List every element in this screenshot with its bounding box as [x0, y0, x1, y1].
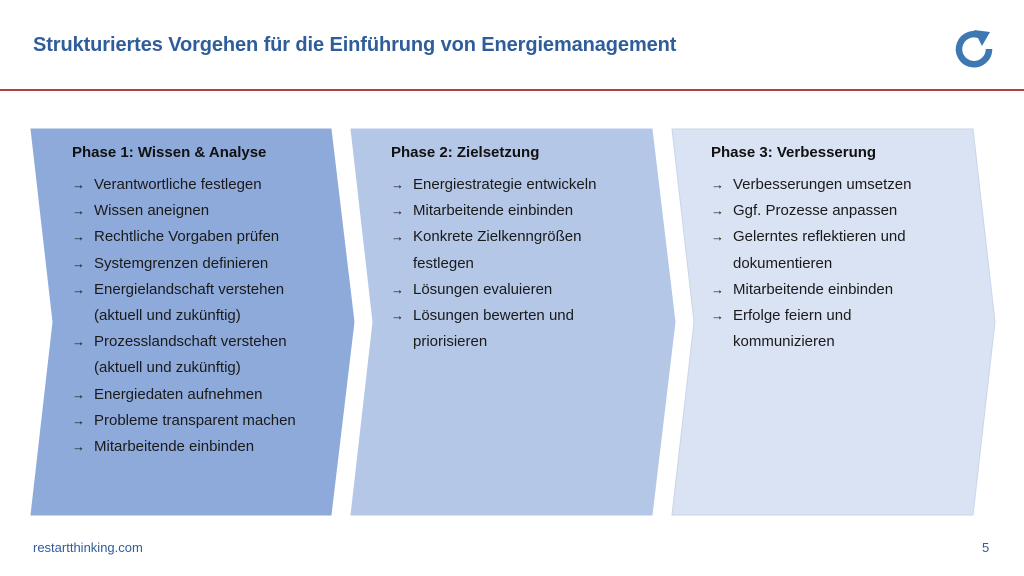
arrow-icon: → [72, 281, 85, 297]
phase-3-panel [711, 144, 981, 355]
list-item: → Lösungen bewerten und priorisieren [391, 303, 623, 355]
arrow-icon: → [72, 439, 85, 455]
arrow-icon: → [72, 255, 85, 271]
arrow-icon: → [711, 281, 724, 297]
arrow-icon: → [72, 412, 85, 428]
list-item: → Mitarbeitende einbinden [711, 277, 981, 303]
phase-2-title: Phase 2: Zielsetzung [391, 144, 540, 161]
list-item: → Probleme transparent machen [72, 408, 342, 434]
list-item: → Verantwortliche festlegen [72, 172, 342, 198]
list-item: → Gelerntes reflektieren und dokumentieren [711, 224, 953, 276]
phase-1-list [72, 172, 342, 460]
list-item: → Energielandschaft verstehen (aktuell und zukünftig) [72, 277, 312, 329]
list-item: → Ggf. Prozesse anpassen [711, 198, 981, 224]
slide-title: Strukturiertes Vorgehen für die Einführung von Energiemanagement [33, 34, 677, 56]
phase-2-panel [391, 144, 661, 355]
phase-3-title: Phase 3: Verbesserung [711, 144, 877, 161]
arrow-icon: → [391, 281, 404, 297]
list-item: → Konkrete Zielkenngrößen festlegen [391, 224, 623, 276]
phase-2-list [391, 172, 661, 355]
list-item: → Lösungen evaluieren [391, 277, 661, 303]
arrow-icon: → [72, 334, 85, 350]
phase-1-panel [72, 144, 342, 460]
list-item: → Verbesserungen umsetzen [711, 172, 981, 198]
list-item: → Rechtliche Vorgaben prüfen [72, 224, 342, 250]
arrow-icon: → [391, 308, 404, 324]
page-number: 5 [982, 540, 990, 555]
arrow-icon: → [711, 229, 724, 245]
arrow-icon: → [72, 203, 85, 219]
arrow-icon: → [72, 229, 85, 245]
arrow-icon: → [72, 177, 85, 192]
list-item: → Mitarbeitende einbinden [72, 434, 342, 460]
list-item: → Prozesslandschaft verstehen (aktuell und zukünftig) [72, 329, 312, 381]
arrow-icon: → [391, 229, 404, 245]
footer-url: restartthinking.com [33, 540, 143, 555]
arrow-icon: → [711, 308, 724, 324]
arrow-icon: → [711, 177, 724, 192]
list-item: → Erfolge feiern und kommunizieren [711, 303, 913, 355]
phase-3-list [711, 172, 981, 355]
phase-1-title: Phase 1: Wissen & Analyse [72, 144, 267, 161]
list-item: → Energiestrategie entwickeln [391, 172, 661, 198]
list-item: → Wissen aneignen [72, 198, 342, 224]
list-item: → Energiedaten aufnehmen [72, 382, 342, 408]
list-item: → Mitarbeitende einbinden [391, 198, 661, 224]
arrow-icon: → [711, 203, 724, 219]
arrow-icon: → [391, 177, 404, 192]
arrow-icon: → [72, 386, 85, 402]
arrow-icon: → [391, 203, 404, 219]
list-item: → Systemgrenzen definieren [72, 251, 342, 277]
